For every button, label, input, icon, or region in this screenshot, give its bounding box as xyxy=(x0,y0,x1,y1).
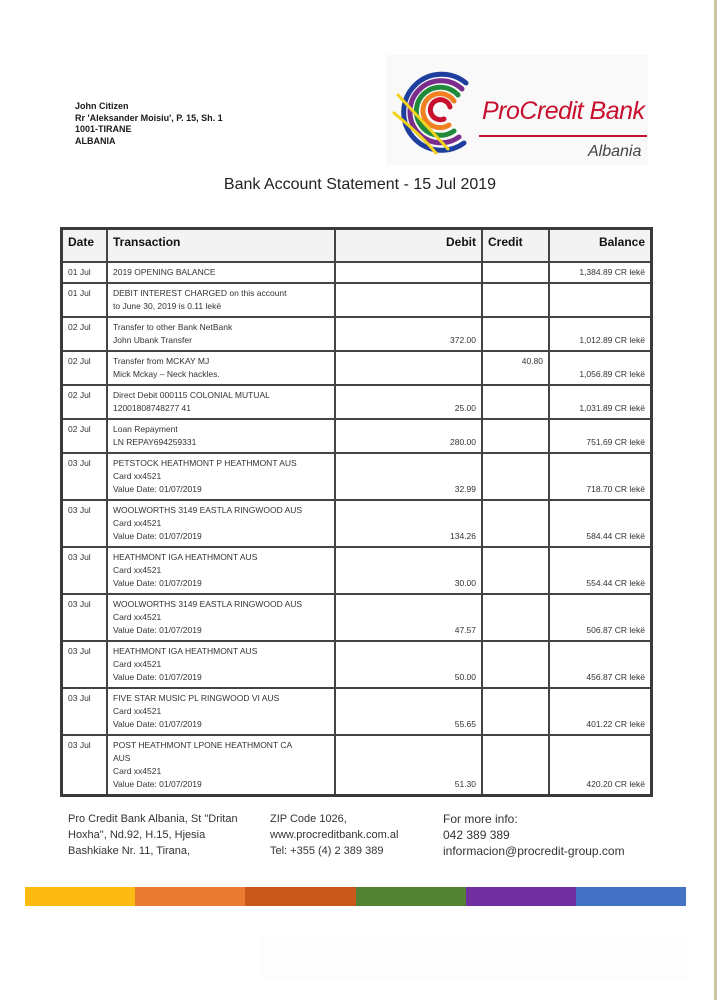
transaction-line: 2019 OPENING BALANCE xyxy=(113,267,216,277)
customer-street: Rr 'Aleksander Moisiu', P. 15, Sh. 1 xyxy=(75,112,223,123)
cell-balance: 401.22 CR lekë xyxy=(549,688,652,735)
footer-email-link[interactable]: informacion@procredit-group.com xyxy=(443,844,625,858)
footer-info-phone: 042 389 389 xyxy=(443,828,510,842)
cell-balance: 456.87 CR lekë xyxy=(549,641,652,688)
cell-transaction xyxy=(107,385,335,419)
procredit-logo xyxy=(386,55,648,165)
cell-balance: 1,012.89 CR lekë xyxy=(549,317,652,351)
transaction-line: Value Date: 01/07/2019 xyxy=(113,578,202,588)
transaction-line: Value Date: 01/07/2019 xyxy=(113,484,202,494)
cell-credit xyxy=(482,385,549,419)
cell-debit: 280.00 xyxy=(335,419,482,453)
header-balance: Balance xyxy=(549,229,652,263)
transaction-line: FIVE STAR MUSIC PL RINGWOOD VI AUS xyxy=(113,693,280,703)
cell-balance: 1,031.89 CR lekë xyxy=(549,385,652,419)
cell-balance: 1,056.89 CR lekë xyxy=(549,351,652,385)
transaction-line: Card xx4521 xyxy=(113,706,162,716)
cell-date: 01 Jul xyxy=(62,283,108,317)
cell-credit xyxy=(482,283,549,317)
header-transaction: Transaction xyxy=(107,229,335,263)
cell-balance: 1,384.89 CR lekë xyxy=(549,262,652,283)
globe-logo-icon xyxy=(386,55,476,160)
table-row xyxy=(62,641,652,688)
cell-credit xyxy=(482,419,549,453)
footer-address-line: Hoxha", Nd.92, H.15, Hjesia xyxy=(68,829,206,841)
footer-address xyxy=(68,811,268,859)
transaction-line: Card xx4521 xyxy=(113,659,162,669)
footer-contact xyxy=(270,811,440,859)
transaction-line: HEATHMONT IGA HEATHMONT AUS xyxy=(113,552,258,562)
stripe-segment xyxy=(25,887,135,906)
table-row xyxy=(62,453,652,500)
cell-credit xyxy=(482,735,549,796)
transaction-line: to June 30, 2019 is 0.11 lekë xyxy=(113,301,222,311)
table-row xyxy=(62,351,652,385)
table-row xyxy=(62,283,652,317)
cell-balance: 718.70 CR lekë xyxy=(549,453,652,500)
cell-transaction xyxy=(107,547,335,594)
table-row xyxy=(62,688,652,735)
cell-date: 02 Jul xyxy=(62,317,108,351)
cell-date: 03 Jul xyxy=(62,688,108,735)
table-row xyxy=(62,594,652,641)
transaction-line: Transfer to other Bank NetBank xyxy=(113,322,233,332)
cell-debit: 32.99 xyxy=(335,453,482,500)
cell-balance: 554.44 CR lekë xyxy=(549,547,652,594)
statement-title: Bank Account Statement - 15 Jul 2019 xyxy=(223,176,497,193)
cell-debit xyxy=(335,351,482,385)
brand-country: Albania xyxy=(588,143,642,160)
stripe-segment xyxy=(245,887,355,906)
transaction-line: LN REPAY694259331 xyxy=(113,437,197,447)
cell-date: 03 Jul xyxy=(62,500,108,547)
cell-credit xyxy=(482,500,549,547)
footer-info-label: For more info: xyxy=(443,812,518,826)
cell-date: 03 Jul xyxy=(62,547,108,594)
header-debit: Debit xyxy=(335,229,482,263)
transaction-line: AUS xyxy=(113,753,131,763)
color-stripe xyxy=(25,887,686,906)
cell-debit: 25.00 xyxy=(335,385,482,419)
customer-city: 1001-TIRANE xyxy=(75,124,132,134)
cell-debit xyxy=(335,262,482,283)
stripe-segment xyxy=(356,887,466,906)
cell-debit: 55.65 xyxy=(335,688,482,735)
cell-balance xyxy=(549,283,652,317)
cell-debit: 51.30 xyxy=(335,735,482,796)
brand-name: ProCredit Bank xyxy=(482,97,645,125)
cell-date: 03 Jul xyxy=(62,641,108,688)
footer-address-line: Pro Credit Bank Albania, St "Dritan xyxy=(68,813,238,825)
cell-date: 03 Jul xyxy=(62,594,108,641)
transaction-line: PETSTOCK HEATHMONT P HEATHMONT AUS xyxy=(113,458,297,468)
cell-transaction xyxy=(107,317,335,351)
cell-transaction xyxy=(107,419,335,453)
cell-credit: 40.80 xyxy=(482,351,549,385)
transaction-line: Mick Mckay – Neck hackles. xyxy=(113,369,220,379)
customer-address xyxy=(75,101,223,147)
cell-balance: 506.87 CR lekë xyxy=(549,594,652,641)
transaction-line: 12001808748277 41 xyxy=(113,403,191,413)
stripe-segment xyxy=(466,887,576,906)
cell-transaction xyxy=(107,688,335,735)
transaction-line: Card xx4521 xyxy=(113,471,162,481)
transaction-line: WOOLWORTHS 3149 EASTLA RINGWOOD AUS xyxy=(113,599,303,609)
transaction-line: DEBIT INTEREST CHARGED on this account xyxy=(113,288,287,298)
transaction-line: Card xx4521 xyxy=(113,612,162,622)
transaction-line: John Ubank Transfer xyxy=(113,335,192,345)
transaction-line: WOOLWORTHS 3149 EASTLA RINGWOOD AUS xyxy=(113,505,303,515)
cell-debit: 47.57 xyxy=(335,594,482,641)
footer-address-line: Bashkiake Nr. 11, Tirana, xyxy=(68,845,191,857)
header-credit: Credit xyxy=(482,229,549,263)
transaction-line: Value Date: 01/07/2019 xyxy=(113,779,202,789)
cell-credit xyxy=(482,317,549,351)
table-row xyxy=(62,317,652,351)
table-row xyxy=(62,385,652,419)
customer-name: John Citizen xyxy=(75,101,129,111)
transaction-line: Transfer from MCKAY MJ xyxy=(113,356,210,366)
footer-info xyxy=(443,811,683,859)
cell-date: 03 Jul xyxy=(62,453,108,500)
header-date: Date xyxy=(62,229,108,263)
faded-watermark xyxy=(262,935,687,980)
cell-debit xyxy=(335,283,482,317)
cell-date: 02 Jul xyxy=(62,385,108,419)
page-edge xyxy=(714,0,717,1000)
cell-transaction xyxy=(107,283,335,317)
cell-date: 01 Jul xyxy=(62,262,108,283)
cell-date: 03 Jul xyxy=(62,735,108,796)
cell-debit: 30.00 xyxy=(335,547,482,594)
cell-transaction xyxy=(107,735,335,796)
table-row xyxy=(62,500,652,547)
table-row xyxy=(62,735,652,796)
transaction-line: HEATHMONT IGA HEATHMONT AUS xyxy=(113,646,258,656)
table-row xyxy=(62,262,652,283)
cell-credit xyxy=(482,547,549,594)
transaction-line: Card xx4521 xyxy=(113,766,162,776)
transaction-line: Card xx4521 xyxy=(113,565,162,575)
footer-zip: ZIP Code 1026, xyxy=(270,813,347,825)
cell-transaction xyxy=(107,453,335,500)
transaction-line: Value Date: 01/07/2019 xyxy=(113,625,202,635)
footer-phone: Tel: +355 (4) 2 389 389 xyxy=(270,845,384,857)
table-row xyxy=(62,419,652,453)
cell-credit xyxy=(482,641,549,688)
stripe-segment xyxy=(576,887,686,906)
transaction-line: Value Date: 01/07/2019 xyxy=(113,531,202,541)
cell-credit xyxy=(482,594,549,641)
cell-transaction xyxy=(107,351,335,385)
cell-debit: 372.00 xyxy=(335,317,482,351)
customer-country: ALBANIA xyxy=(75,135,116,146)
cell-balance: 751.69 CR lekë xyxy=(549,419,652,453)
cell-date: 02 Jul xyxy=(62,419,108,453)
cell-transaction xyxy=(107,594,335,641)
brand-underline xyxy=(479,135,647,137)
transaction-line: Value Date: 01/07/2019 xyxy=(113,672,202,682)
transaction-line: Card xx4521 xyxy=(113,518,162,528)
cell-transaction xyxy=(107,500,335,547)
footer-website-link[interactable]: www.procreditbank.com.al xyxy=(270,829,399,841)
transaction-line: Direct Debit 000115 COLONIAL MUTUAL xyxy=(113,390,270,400)
cell-balance: 420.20 CR lekë xyxy=(549,735,652,796)
cell-debit: 50.00 xyxy=(335,641,482,688)
stripe-segment xyxy=(135,887,245,906)
cell-debit: 134.26 xyxy=(335,500,482,547)
transaction-line: Loan Repayment xyxy=(113,424,178,434)
table-header-row xyxy=(62,229,652,263)
table-row xyxy=(62,547,652,594)
cell-balance: 584.44 CR lekë xyxy=(549,500,652,547)
cell-credit xyxy=(482,688,549,735)
transaction-line: POST HEATHMONT LPONE HEATHMONT CA xyxy=(113,740,293,750)
cell-transaction xyxy=(107,262,335,283)
cell-date: 02 Jul xyxy=(62,351,108,385)
statement-table xyxy=(60,227,653,797)
cell-credit xyxy=(482,262,549,283)
cell-transaction xyxy=(107,641,335,688)
transaction-line: Value Date: 01/07/2019 xyxy=(113,719,202,729)
cell-credit xyxy=(482,453,549,500)
